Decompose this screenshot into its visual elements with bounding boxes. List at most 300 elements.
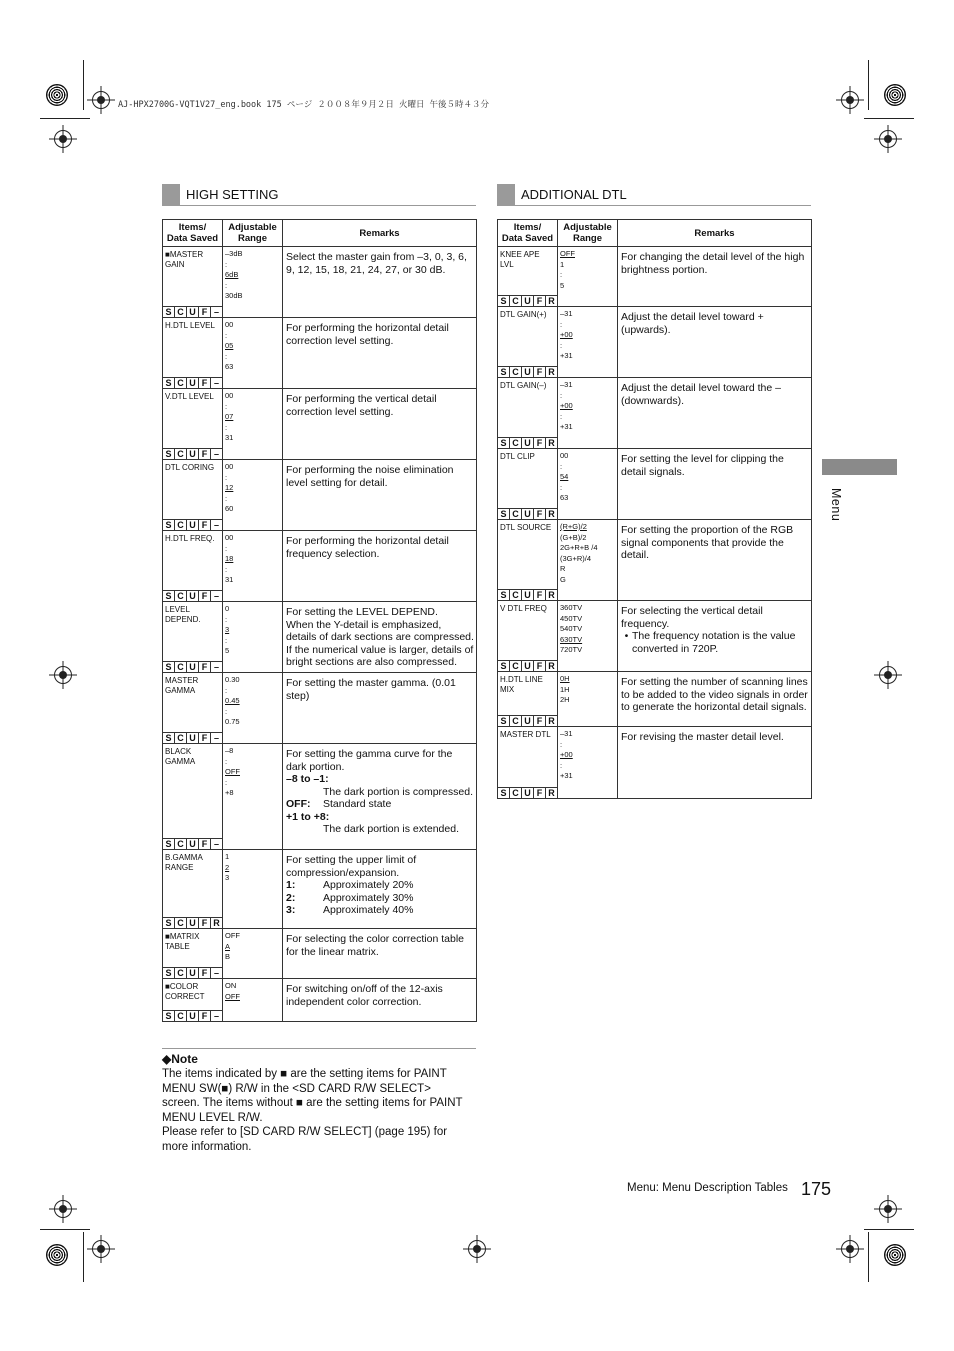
col-header-remarks: Remarks (283, 220, 477, 247)
data-saved-flags (498, 508, 557, 519)
data-saved-flag: S (163, 449, 175, 459)
range-values (223, 979, 282, 1002)
range-cell (558, 672, 618, 727)
data-saved-flag: U (187, 1011, 199, 1021)
range-values (223, 850, 282, 884)
item-name: H.DTL LINE MIX (500, 675, 543, 694)
table-row (498, 727, 812, 799)
range-value: : (560, 739, 563, 749)
range-value: 1 (225, 852, 230, 861)
data-saved-flag: F (199, 449, 211, 459)
crop-mark (864, 1229, 914, 1230)
data-saved-flag: U (187, 591, 199, 601)
range-cell (558, 307, 618, 378)
table-row (498, 247, 812, 307)
remark-paragraph: For setting the proportion of the RGB signal components that provide the detail. (621, 524, 794, 561)
data-saved-flag: – (213, 307, 219, 317)
data-saved-flags (163, 590, 222, 601)
data-saved-flag: S (163, 307, 175, 317)
crosshair-icon (54, 130, 72, 148)
note-line: MENU LEVEL R/W. (162, 1111, 263, 1124)
range-value: : (225, 614, 228, 624)
bullet-icon: • (624, 630, 629, 642)
data-saved-flag: – (213, 1011, 219, 1021)
remarks-cell (618, 601, 812, 672)
data-saved-flag: F (534, 438, 546, 448)
range-value: : (225, 685, 228, 695)
crop-mark (40, 1229, 90, 1230)
data-saved-flag: C (510, 590, 522, 600)
table-row (163, 979, 477, 1022)
crosshair-icon (92, 91, 110, 109)
table-row (498, 520, 812, 601)
range-value: (G+B)/2 (560, 532, 587, 542)
item-cell (498, 672, 558, 727)
remarks-text (283, 979, 476, 1010)
range-value: 2G+R+B /4 (560, 543, 598, 552)
table-row (163, 247, 477, 318)
range-values (558, 307, 617, 362)
item-cell (163, 850, 223, 929)
remark-definition: The dark portion is extended. (323, 823, 459, 835)
range-value: : (225, 777, 228, 787)
section-bar (162, 184, 180, 206)
range-value: 00 (225, 391, 234, 400)
high-setting-table (162, 219, 477, 1022)
item-name: BLACK GAMMA (165, 747, 196, 766)
remarks-text (618, 307, 811, 338)
data-saved-flag: S (163, 378, 175, 388)
table-row (163, 929, 477, 979)
data-saved-flag: C (175, 520, 187, 530)
data-saved-flag: – (213, 520, 219, 530)
range-value: : (225, 543, 228, 553)
data-saved-flags (163, 838, 222, 849)
remarks-text (283, 602, 476, 671)
range-value: 31 (225, 575, 234, 584)
range-value: 5 (560, 280, 565, 290)
remark-term: OFF: (286, 798, 311, 810)
col-header-range: Adjustable Range (558, 220, 618, 247)
data-saved-flag: F (199, 520, 211, 530)
range-default-value: 12 (225, 483, 234, 492)
data-saved-flag: S (163, 968, 175, 978)
remarks-cell (283, 850, 477, 929)
range-value: 0 (225, 604, 230, 613)
range-cell (223, 850, 283, 929)
crosshair-icon (54, 1200, 72, 1218)
data-saved-flag: F (199, 918, 211, 928)
range-value: : (560, 270, 563, 279)
remark-definition: The dark portion is compressed. (323, 785, 473, 798)
data-saved-flag: C (175, 1011, 187, 1021)
data-saved-flag: R (548, 590, 555, 600)
data-saved-flag: C (175, 378, 187, 388)
range-default-value: (R+G)/2 (560, 522, 587, 531)
range-value: G (560, 574, 566, 584)
range-value: : (560, 319, 563, 329)
data-saved-flag: U (187, 968, 199, 978)
range-value: : (225, 422, 228, 432)
range-value: : (225, 330, 228, 340)
data-saved-flag: U (187, 307, 199, 317)
note-line: The items indicated by ■ are the setting items for PAINT (162, 1068, 447, 1080)
crop-mark (40, 118, 90, 119)
remarks-cell (283, 929, 477, 979)
range-value: : (225, 401, 228, 411)
item-cell (498, 247, 558, 307)
print-target-icon (884, 1244, 906, 1266)
data-saved-flag: C (510, 438, 522, 448)
item-cell (498, 727, 558, 799)
range-cell (223, 247, 283, 318)
range-cell (558, 378, 618, 449)
remark-term: +1 to +8: (286, 810, 330, 823)
print-header-line: AJ-HPX2700G-VQT1V27_eng.book 175 ページ ２００８年９月２日 火曜日 午後５時４３分 (118, 100, 490, 110)
remarks-text (283, 744, 476, 838)
remark-term: 1: (286, 879, 296, 891)
table-row (163, 460, 477, 531)
data-saved-flags (163, 519, 222, 530)
data-saved-flags (163, 917, 222, 928)
remarks-cell (618, 307, 812, 378)
range-value: : (225, 635, 228, 645)
table-row (163, 531, 477, 602)
item-name: DTL CLIP (500, 452, 535, 461)
crop-mark (868, 1232, 869, 1282)
remark-paragraph: For setting the gamma curve for the dark portion. (286, 748, 453, 773)
data-saved-flag: S (498, 788, 510, 798)
data-saved-flag: C (510, 509, 522, 519)
crosshair-icon (54, 666, 72, 684)
remarks-cell (283, 673, 477, 744)
range-value: 63 (560, 493, 569, 502)
remark-paragraph: For selecting the color correction table for the linear matrix. (286, 933, 465, 958)
range-values (558, 601, 617, 656)
item-name: DTL SOURCE (500, 523, 552, 532)
data-saved-flag: S (498, 509, 510, 519)
data-saved-flag: U (187, 733, 199, 743)
note-body (162, 1067, 476, 1154)
data-saved-flag: F (199, 839, 211, 849)
remarks-cell (618, 449, 812, 520)
range-cell (558, 601, 618, 672)
data-saved-flag: S (498, 296, 510, 306)
range-value: : (560, 411, 563, 421)
range-value: : (225, 564, 228, 574)
remarks-cell (618, 378, 812, 449)
data-saved-flag: S (498, 661, 510, 671)
data-saved-flag: R (213, 918, 220, 928)
data-saved-flag: – (213, 839, 219, 849)
remarks-text (283, 673, 476, 704)
item-name: V DTL FREQ (500, 604, 547, 613)
range-value: 5 (225, 646, 230, 655)
remark-paragraph: Adjust the detail level toward + (upwards). (621, 311, 764, 336)
remark-paragraph: When the Y-detail is emphasized, details of dark sections are compressed. (286, 618, 474, 643)
range-values (558, 378, 617, 433)
data-saved-flag: – (213, 662, 219, 672)
data-saved-flag: C (175, 839, 187, 849)
range-value: 00 (225, 533, 234, 542)
range-value: : (225, 472, 228, 482)
remarks-cell (283, 602, 477, 673)
section-title-text: ADDITIONAL DTL (521, 187, 627, 202)
footer-section-title: Menu: Menu Description Tables (627, 1182, 788, 1194)
remark-definition-row (286, 892, 474, 905)
range-values (558, 449, 617, 504)
data-saved-flag: C (175, 307, 187, 317)
data-saved-flag: – (213, 378, 219, 388)
remark-paragraph: Adjust the detail level toward the – (downwards). (621, 382, 781, 407)
range-default-value: 07 (225, 412, 234, 421)
range-values (558, 672, 617, 706)
range-values (223, 460, 282, 515)
range-value: R (560, 564, 566, 573)
range-cell (558, 247, 618, 307)
remarks-text (283, 247, 476, 278)
remark-paragraph: For performing the horizontal detail correction level setting. (286, 322, 449, 347)
range-default-value: 54 (560, 472, 569, 481)
data-saved-flag: S (498, 367, 510, 377)
range-default-value: A (225, 941, 231, 951)
remarks-cell (618, 727, 812, 799)
remark-paragraph: Select the master gain from –3, 0, 3, 6, 9, 12, 15, 18, 21, 24, 27, or 30 dB. (286, 251, 467, 276)
range-value: 0.30 (225, 675, 240, 684)
range-default-value: OFF (225, 767, 240, 776)
item-name: V.DTL LEVEL (165, 392, 214, 401)
item-name: ■COLOR CORRECT (165, 982, 205, 1001)
data-saved-flags (163, 306, 222, 317)
remarks-cell (283, 318, 477, 389)
range-values (223, 247, 282, 302)
range-value: –31 (560, 380, 573, 389)
range-value: 63 (225, 362, 234, 371)
range-values (223, 929, 282, 963)
item-name: DTL GAIN(+) (500, 310, 547, 319)
data-saved-flag: C (510, 661, 522, 671)
data-saved-flag: R (548, 367, 555, 377)
range-values (223, 389, 282, 444)
data-saved-flags (163, 377, 222, 388)
item-name: ■MATRIX TABLE (165, 932, 200, 951)
data-saved-flag: C (175, 968, 187, 978)
item-cell (498, 601, 558, 672)
table-row (163, 318, 477, 389)
item-name: DTL CORING (165, 463, 215, 472)
section-bar (497, 184, 515, 206)
table-row (163, 602, 477, 673)
range-value: ON (225, 981, 237, 990)
range-default-value: 18 (225, 554, 234, 563)
range-value: +31 (560, 351, 573, 360)
data-saved-flag: S (498, 590, 510, 600)
range-cell (223, 460, 283, 531)
item-name: MASTER DTL (500, 730, 551, 739)
item-cell (163, 979, 223, 1022)
range-value: –3dB (225, 249, 243, 258)
range-value: 1 (560, 259, 565, 269)
remark-paragraph: For setting the LEVEL DEPEND. (286, 606, 438, 618)
remark-definition: Approximately 20% (323, 879, 414, 891)
range-value: : (560, 390, 563, 400)
item-name: H.DTL FREQ. (165, 534, 215, 543)
section-title-text: HIGH SETTING (186, 187, 279, 202)
range-values (223, 318, 282, 373)
data-saved-flags (163, 661, 222, 672)
data-saved-flag: U (522, 509, 534, 519)
remark-paragraph: For setting the master gamma. (0.01 step) (286, 677, 456, 702)
page-number: 175 (801, 1179, 832, 1199)
data-saved-flag: C (510, 296, 522, 306)
item-cell (163, 602, 223, 673)
table-row (163, 389, 477, 460)
remarks-cell (283, 247, 477, 318)
item-cell (163, 929, 223, 979)
range-value: 31 (225, 433, 234, 442)
range-value: : (225, 259, 228, 269)
remarks-cell (283, 531, 477, 602)
remark-bullet-text: The frequency notation is the value converted in 720P. (632, 630, 796, 655)
table-row (163, 850, 477, 929)
range-default-value: 6dB (225, 270, 239, 279)
item-cell (163, 673, 223, 744)
data-saved-flag: R (548, 661, 555, 671)
remark-paragraph: For performing the noise elimination level setting for detail. (286, 464, 454, 489)
range-value: –31 (560, 729, 573, 738)
remark-definition-row (286, 879, 474, 892)
item-name: B.GAMMA RANGE (165, 853, 203, 872)
range-values (223, 744, 282, 799)
data-saved-flag: S (163, 1011, 175, 1021)
range-default-value: 2 (225, 862, 230, 872)
print-target-icon (46, 1244, 68, 1266)
range-cell (223, 531, 283, 602)
remarks-text (283, 318, 476, 349)
data-saved-flag: F (534, 716, 546, 726)
remark-definition-row (286, 798, 474, 811)
crosshair-icon (841, 91, 859, 109)
range-value: : (560, 340, 563, 350)
range-value: 720TV (560, 645, 583, 654)
range-default-value: OFF (560, 249, 575, 258)
range-cell (223, 673, 283, 744)
range-values (223, 531, 282, 586)
note-line: more information. (162, 1140, 252, 1153)
remark-definition: Approximately 30% (323, 891, 414, 904)
table-row (498, 307, 812, 378)
data-saved-flags (498, 660, 557, 671)
item-name: MASTER GAMMA (165, 676, 199, 695)
data-saved-flag: F (534, 367, 546, 377)
note-line: Please refer to [SD CARD R/W SELECT] (page 195) for (162, 1126, 448, 1138)
range-value: : (225, 706, 228, 716)
range-default-value: +00 (560, 330, 573, 339)
remarks-text (283, 531, 476, 562)
data-saved-flag: U (522, 296, 534, 306)
data-saved-flag: – (213, 449, 219, 459)
side-tab-bar (822, 459, 897, 475)
range-value: +31 (560, 422, 573, 431)
crosshair-icon (879, 666, 897, 684)
item-cell (163, 247, 223, 318)
data-saved-flag: U (522, 438, 534, 448)
section-title-high-setting (162, 184, 476, 206)
note-line: screen. The items without ■ are the setting items for PAINT (162, 1097, 463, 1109)
item-name: ■MASTER GAIN (165, 250, 204, 269)
remarks-text (283, 460, 476, 491)
data-saved-flag: F (199, 968, 211, 978)
table-row (498, 672, 812, 727)
data-saved-flags (498, 589, 557, 600)
col-header-items: Items/ Data Saved (498, 220, 558, 247)
item-cell (498, 307, 558, 378)
range-cell (223, 929, 283, 979)
range-value: (3G+R)/4 (560, 553, 592, 563)
range-default-value: 630TV (560, 634, 583, 644)
remarks-text (283, 850, 476, 919)
item-cell (163, 318, 223, 389)
data-saved-flag: F (534, 296, 546, 306)
range-value: : (225, 351, 228, 361)
remark-term: 3: (286, 904, 296, 916)
data-saved-flags (498, 715, 557, 726)
remarks-text (283, 929, 476, 960)
data-saved-flag: C (175, 449, 187, 459)
data-saved-flag: S (163, 520, 175, 530)
range-value: –8 (225, 746, 234, 755)
data-saved-flags (498, 437, 557, 448)
crop-mark (83, 60, 84, 110)
remark-paragraph: For setting the upper limit of compression/expansion. (286, 854, 417, 879)
table-row (163, 744, 477, 850)
remark-definition: Approximately 40% (323, 904, 414, 916)
range-default-value: OFF (225, 991, 240, 1001)
range-value: : (225, 493, 228, 503)
range-values (223, 673, 282, 728)
range-value: 540TV (560, 624, 583, 633)
range-values (558, 727, 617, 782)
data-saved-flag: U (187, 662, 199, 672)
data-saved-flag: F (534, 788, 546, 798)
range-value: 1H (560, 684, 570, 694)
range-values (558, 520, 617, 585)
data-saved-flag: C (175, 733, 187, 743)
data-saved-flag: – (213, 968, 219, 978)
remark-paragraph: For performing the vertical detail correction level setting. (286, 393, 437, 418)
item-cell (163, 744, 223, 850)
print-target-icon (884, 84, 906, 106)
remarks-cell (283, 744, 477, 850)
data-saved-flag: S (498, 716, 510, 726)
remark-term: –8 to –1: (286, 773, 329, 785)
remarks-cell (283, 979, 477, 1022)
remarks-text (618, 601, 811, 657)
range-default-value: 05 (225, 341, 234, 350)
item-cell (498, 449, 558, 520)
data-saved-flag: F (199, 307, 211, 317)
range-cell (223, 602, 283, 673)
data-saved-flag: S (163, 662, 175, 672)
data-saved-flags (163, 732, 222, 743)
range-cell (223, 389, 283, 460)
remarks-cell (618, 247, 812, 307)
data-saved-flag: U (187, 918, 199, 928)
range-default-value: +00 (560, 401, 573, 410)
range-default-value: +00 (560, 750, 573, 759)
crop-mark (864, 118, 914, 119)
note-title: ◆Note (162, 1052, 198, 1066)
